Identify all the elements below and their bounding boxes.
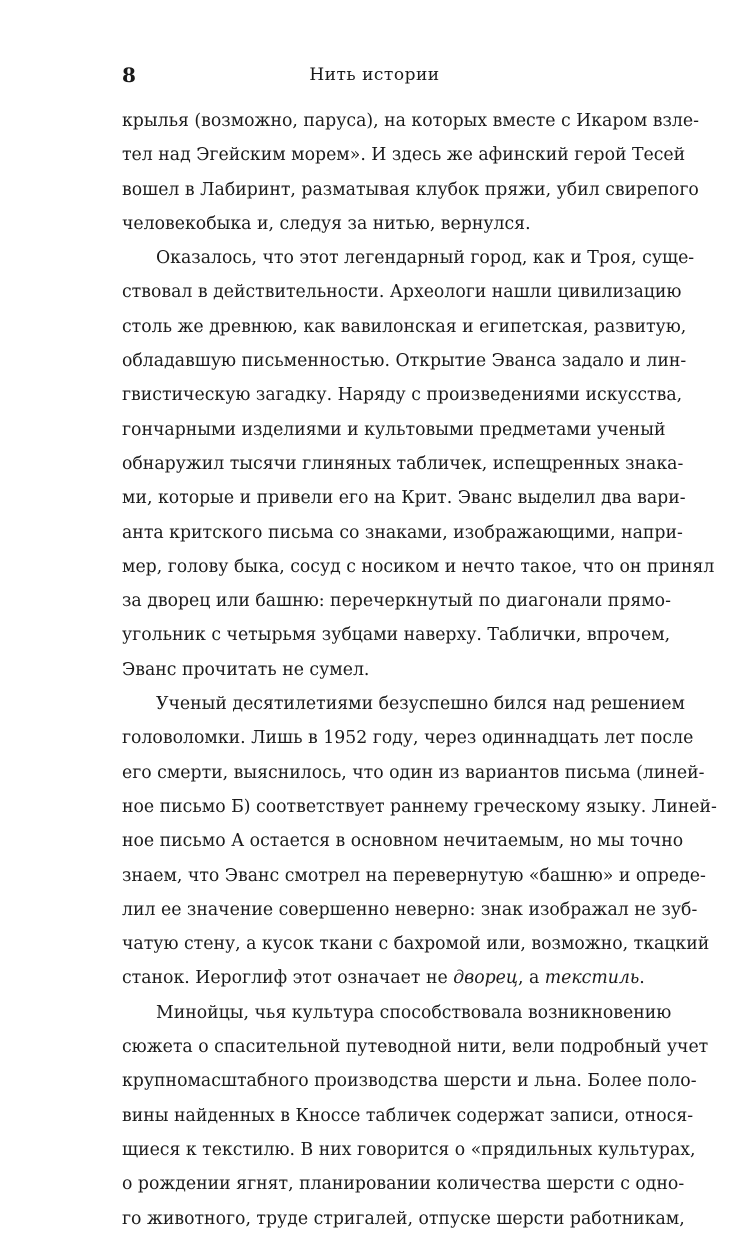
text-line: крупномасштабного производства шерсти и льна. Более поло-	[122, 1071, 697, 1092]
paragraph-4	[122, 996, 709, 1236]
paragraph-1	[122, 104, 699, 241]
text-line: ное письмо А остается в основном нечитаемым, но мы точно	[122, 831, 684, 852]
text-line: обнаружил тысячи глиняных табличек, испещренных знака-	[122, 453, 684, 474]
text-line: человекобыка и, следуя за нитью, вернулся.	[122, 213, 531, 234]
text-line: гончарными изделиями и культовыми предметами ученый	[122, 419, 666, 440]
text-line: головоломки. Лишь в 1952 году, через одиннадцать лет после	[122, 728, 694, 749]
paragraph-2	[122, 241, 715, 687]
text-line: тел над Эгейским морем». И здесь же афинский герой Тесей	[122, 145, 686, 166]
text-line: го животного, труде стригалей, отпуске шерсти работникам,	[122, 1208, 685, 1229]
text-line: анта критского письма со знаками, изображающими, напри-	[122, 522, 683, 543]
paragraph-3	[122, 687, 717, 996]
body-text	[122, 104, 717, 1236]
text-line: знаем, что Эванс смотрел на перевернутую «башню» и опреде-	[122, 865, 706, 886]
text-line: Ученый десятилетиями безуспешно бился над решением	[156, 694, 685, 715]
text-line: чатую стену, а кусок ткани с бахромой или, возможно, ткацкий	[122, 934, 710, 955]
text-line: ми, которые и привели его на Крит. Эванс выделил два вари-	[122, 488, 686, 509]
text-line: столь же древнюю, как вавилонская и египетская, развитую,	[122, 316, 687, 337]
text-line: щиеся к текстилю. В них говорится о «прядильных культурах,	[122, 1139, 696, 1160]
text-fragment: , а	[517, 968, 545, 989]
page-header	[122, 60, 627, 90]
text-line: ствовал в действительности. Археологи нашли цивилизацию	[122, 282, 682, 303]
emphasis-word: дворец	[453, 968, 518, 989]
text-fragment: станок. Иероглиф этот означает не	[122, 968, 454, 989]
page-number: 8	[122, 63, 136, 87]
emphasis-word: текстиль	[544, 968, 640, 989]
text-line: обладавшую письменностью. Открытие Эванса задало и лин-	[122, 351, 687, 372]
text-line: мер, голову быка, сосуд с носиком и нечто такое, что он принял	[122, 556, 715, 577]
text-line: гвистическую загадку. Наряду с произведениями искусства,	[122, 385, 683, 406]
text-line: крылья (возможно, паруса), на которых вместе с Икаром взле-	[122, 111, 699, 131]
text-line: ное письмо Б) соответствует раннему греческому языку. Линей-	[122, 796, 717, 817]
text-line: его смерти, выяснилось, что один из вариантов письма (линей-	[122, 762, 705, 783]
text-line: вошел в Лабиринт, разматывая клубок пряжи, убил свирепого	[122, 179, 699, 200]
text-line: лил ее значение совершенно неверно: знак изображал не зуб-	[122, 899, 698, 920]
text-line: угольник с четырьмя зубцами наверху. Таблички, впрочем,	[122, 625, 671, 646]
text-line: вины найденных в Кноссе табличек содержат записи, относя-	[122, 1105, 694, 1126]
text-line: Оказалось, что этот легендарный город, как и Троя, суще-	[156, 248, 695, 269]
text-line: Эванс прочитать не сумел.	[122, 659, 370, 680]
text-line: за дворец или башню: перечеркнутый по диагонали прямо-	[122, 591, 671, 612]
text-fragment: .	[639, 968, 645, 989]
text-line: Минойцы, чья культура способствовала возникновению	[156, 1002, 672, 1023]
text-line: сюжета о спасительной путеводной нити, вели подробный учет	[122, 1037, 709, 1058]
text-line: о рождении ягнят, планировании количества шерсти с одно-	[122, 1174, 685, 1195]
text-line	[122, 961, 645, 995]
running-title: Нить истории	[309, 65, 440, 85]
